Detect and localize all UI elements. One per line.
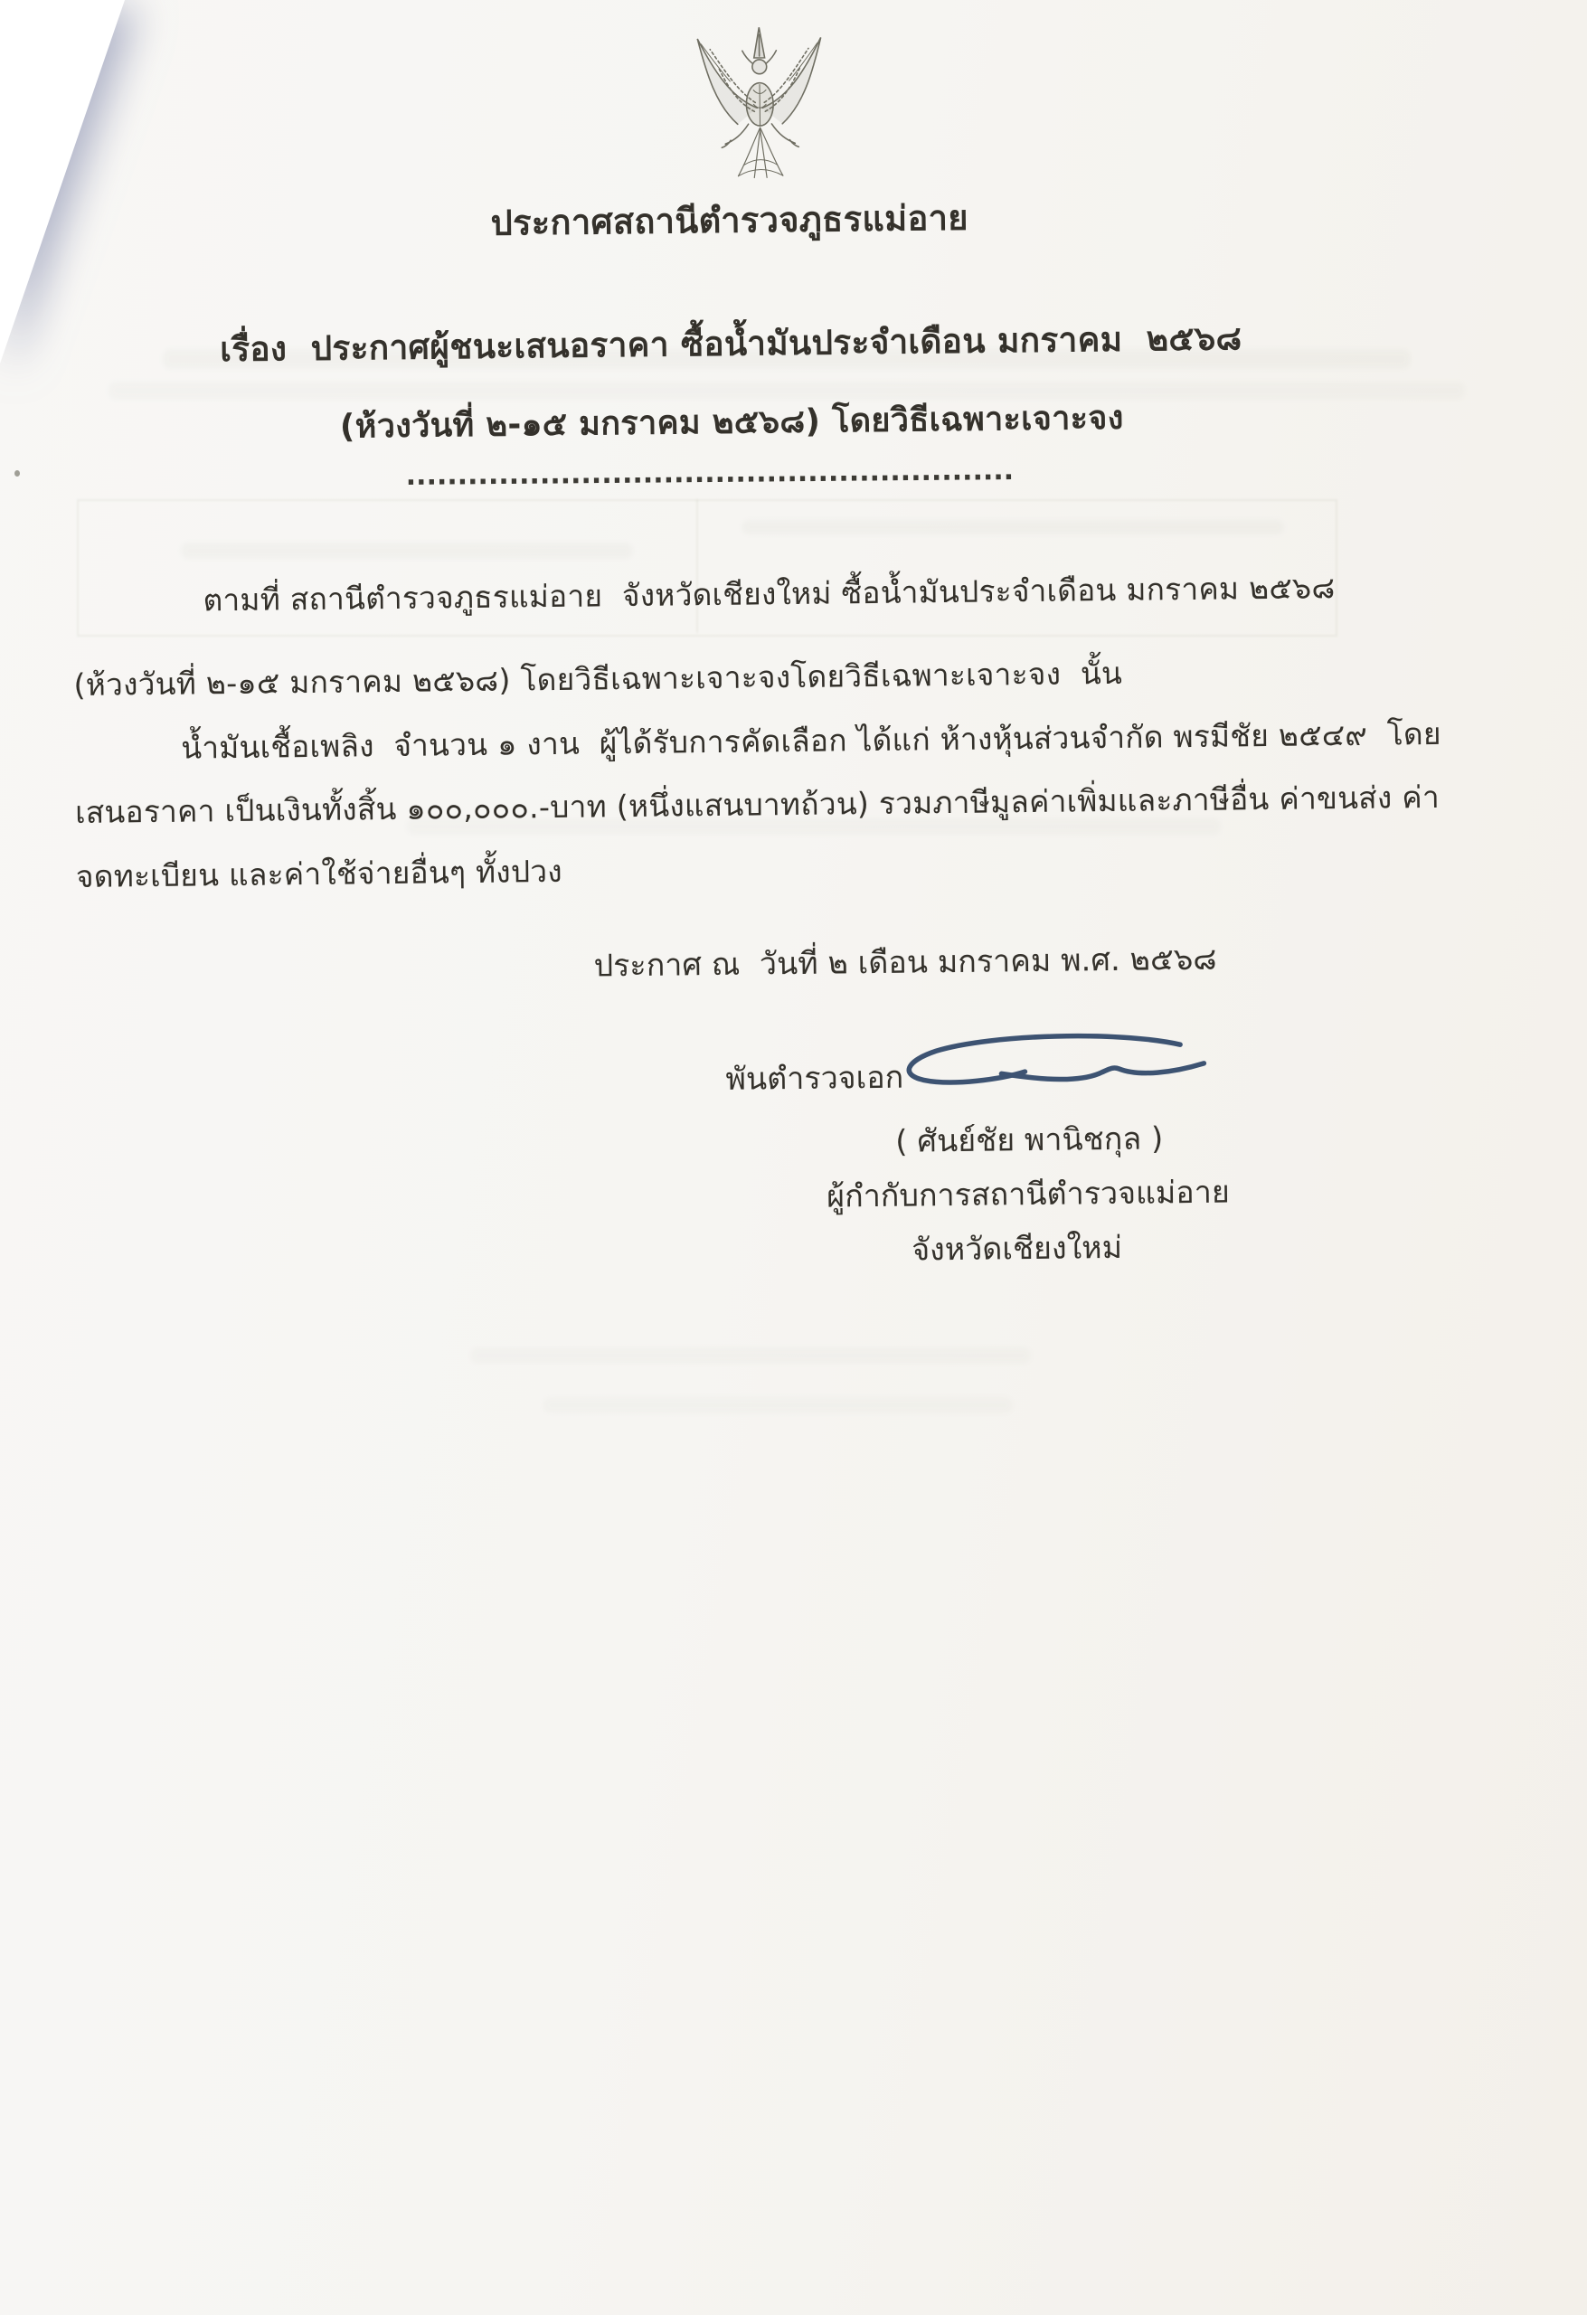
document-title: ประกาศสถานีตำรวจภูธรแม่อาย [490,197,969,243]
signer-province: จังหวัดเชียงใหม่ [912,1229,1123,1269]
body-line: เสนอราคา เป็นเงินทั้งสิ้น ๑๐๐,๐๐๐.-บาท (หนึ่งแสนบาทถ้วน) รวมภาษีมูลค่าเพิ่มและภาษีอื่น ค่าขนส่ง ค่า [74,779,1441,831]
signer-name: ( ศันย์ชัย พานิชกุล ) [895,1120,1164,1160]
subject-line: เรื่อง ประกาศผู้ชนะเสนอราคา ซื้อน้ำมันประจำเดือน มกราคม ๒๕๖๘ [219,318,1242,370]
garuda-emblem-icon [682,21,837,184]
dotted-divider: ........................................................... [405,455,1015,492]
period-line: (ห้วงวันที่ ๒-๑๕ มกราคม ๒๕๖๘) โดยวิธีเฉพาะเจาะจง [339,399,1124,446]
body-line: น้ำมันเชื้อเพลิง จำนวน ๑ งาน ผู้ได้รับการคัดเลือก ได้แก่ ห้างหุ้นส่วนจำกัด พรมีชัย ๒๕๔๙ โดย [181,715,1441,766]
body-line: จดทะเบียน และค่าใช้จ่ายอื่นๆ ทั้งปวง [75,853,563,895]
issue-date-line: ประกาศ ณ วันที่ ๒ เดือน มกราคม พ.ศ. ๒๕๖๘ [593,940,1217,985]
page-corner-fold [0,0,307,543]
page-corner-fold-face [0,0,307,543]
signer-rank: พันตำรวจเอก [725,1059,904,1098]
body-line: (ห้วงวันที่ ๒-๑๕ มกราคม ๒๕๖๘) โดยวิธีเฉพาะเจาะจงโดยวิธีเฉพาะเจาะจง นั้น [73,655,1123,704]
handwritten-signature [893,1025,1228,1104]
body-line: ตามที่ สถานีตำรวจภูธรแม่อาย จังหวัดเชียงใหม่ ซื้อน้ำมันประจำเดือน มกราคม ๒๕๖๘ [203,570,1336,619]
signer-position: ผู้กำกับการสถานีตำรวจแม่อาย [826,1174,1230,1215]
